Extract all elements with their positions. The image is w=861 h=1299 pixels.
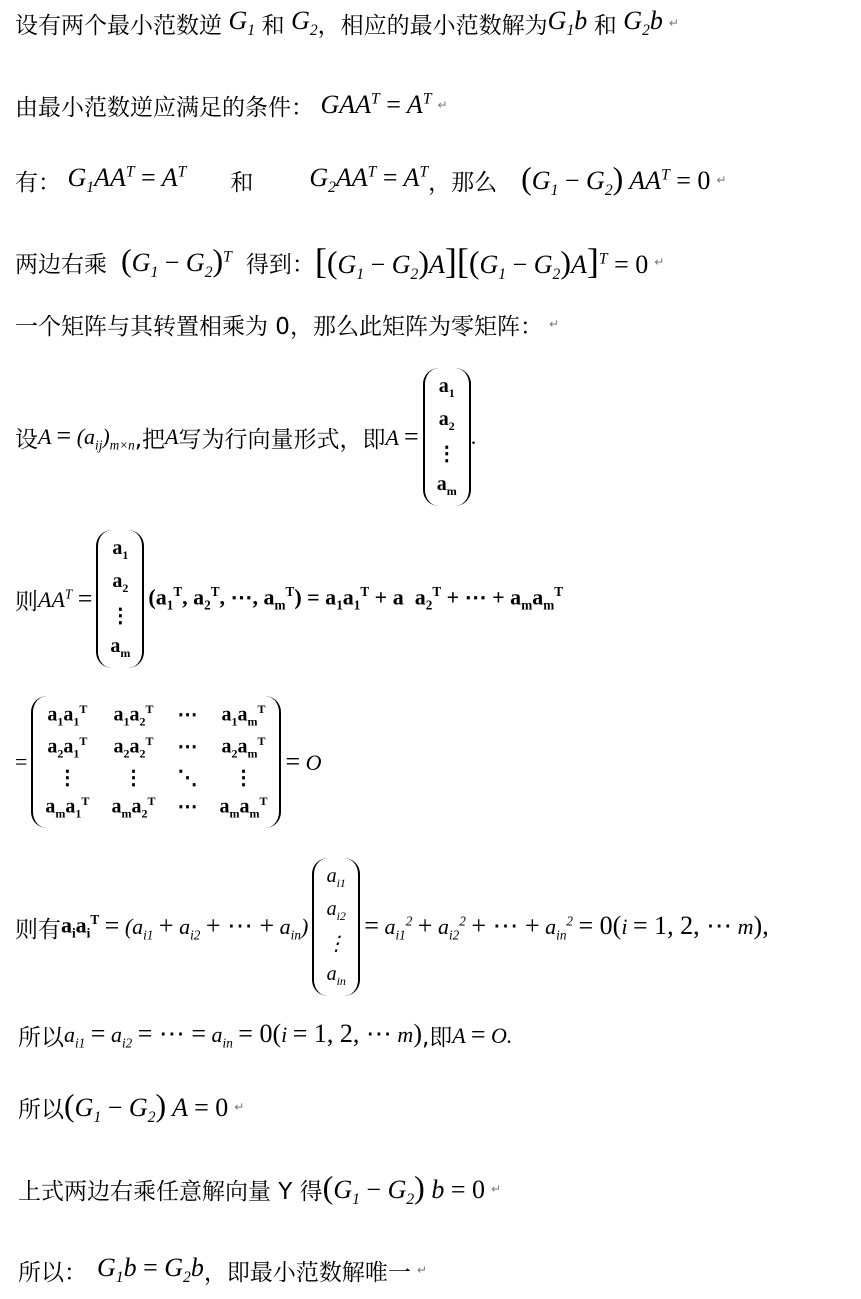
text: 所以：	[18, 1259, 87, 1286]
text: 一个矩阵与其转置相乘为 0，那么此矩阵为零矩阵：	[15, 313, 543, 340]
math: $AA^T$ =	[38, 584, 93, 613]
math: $a_{i1} = a_{i2}$ = ⋯ = $a_{in} = 0(i = 1$, 2, ⋯ m)	[64, 1018, 422, 1051]
text: ,把	[134, 426, 166, 453]
text: ,即	[421, 1024, 453, 1051]
math: $G_1AA^T = A^T$	[61, 162, 187, 197]
paragraph-mark: ↵	[654, 255, 665, 269]
line-5	[15, 306, 559, 342]
line-4	[15, 238, 664, 286]
math: =	[15, 749, 28, 774]
math: $G_2AA^T = A^T$	[309, 162, 429, 197]
math: $G_1b$	[547, 5, 594, 40]
math: $a_ia_i^T$	[61, 912, 100, 941]
math: $(G_1 - G_2) AA^T = 0$	[521, 159, 711, 200]
text: 所以	[18, 1096, 64, 1123]
math: .	[470, 424, 477, 449]
line-3	[15, 160, 726, 200]
math: = ($a_{i1} + a_{i2}$ + ⋯ + $a_{in}$)	[104, 910, 309, 943]
row-vector-column: $a_1$ $a_2$ ⋮ $a_m$	[423, 368, 471, 506]
paragraph-mark: ↵	[416, 1263, 427, 1277]
line-7	[15, 524, 563, 674]
math: A = O.	[452, 1020, 513, 1049]
line-12	[18, 1168, 501, 1210]
math: $G_2$	[284, 5, 318, 40]
text: 设	[15, 426, 38, 453]
paragraph-mark: ↵	[437, 98, 448, 112]
paragraph-mark: ↵	[716, 173, 727, 187]
text: 和	[261, 12, 285, 39]
math: $(G_1 - G_2) b = 0$	[322, 1168, 485, 1209]
math: $(G_1 - G_2) A = 0$	[64, 1086, 229, 1127]
text: 和	[230, 169, 254, 196]
text: 得到：	[245, 251, 315, 278]
line-11	[18, 1086, 244, 1128]
text: ，相应的最小范数解为	[317, 12, 548, 39]
text: 由最小范数逆应满足的条件：	[15, 94, 314, 121]
math: = O	[285, 747, 322, 776]
math: $GAA^T = A^T$	[314, 90, 432, 119]
math: $G_1$	[222, 5, 256, 40]
math: A	[165, 424, 179, 449]
line-6	[15, 362, 476, 512]
text: 则有	[15, 916, 61, 943]
text: 上式两边右乘任意解向量 Y 得	[18, 1178, 323, 1205]
line-8	[15, 686, 322, 838]
text: 两边右乘	[15, 251, 107, 278]
line-1	[15, 4, 679, 42]
paragraph-mark: ↵	[234, 1100, 245, 1114]
line-9	[15, 852, 769, 1002]
math: $A = (a_{ij})_{m\times n}$	[38, 420, 135, 453]
line-13	[18, 1250, 427, 1290]
math: $[(G_1 - G_2)A][(G_1 - G_2)A]^T = 0$	[314, 240, 649, 284]
math: $G_1b = G_2b$	[97, 1252, 204, 1287]
paragraph-mark: ↵	[668, 16, 679, 30]
math: A =	[385, 422, 419, 451]
text: 则	[15, 588, 38, 615]
text: ，即最小范数解唯一	[203, 1259, 411, 1286]
line-2	[15, 86, 448, 124]
line-10	[18, 1016, 512, 1054]
text: 设有两个最小范数逆	[15, 12, 222, 39]
text: 所以	[18, 1024, 64, 1051]
text: 有：	[15, 169, 61, 196]
column-vector: $a_{i1}$ $a_{i2}$ ⋮ $a_{in}$	[312, 858, 360, 996]
math: $(G_1 - G_2)^T$	[121, 241, 232, 282]
paragraph-mark: ↵	[548, 317, 560, 331]
math: $G_2b$	[616, 5, 663, 40]
math: ($a_1^T$, $a_2^T$, ⋯, $a_m^T) = a_1a_1^T + a$ $a_2^T$ + ⋯ + $a_ma_m^T$	[148, 584, 563, 613]
text: 和	[593, 12, 617, 39]
row-vector-column: $a_1$ $a_2$ ⋮ $a_m$	[96, 530, 144, 668]
paragraph-mark: ↵	[490, 1182, 502, 1196]
text: ，那么	[428, 169, 498, 196]
math: = $a_{i1}^2 + a_{i2}^2$ + ⋯ + $a_{in}^2 = 0(i = 1$, 2, ⋯ m),	[364, 910, 769, 943]
text: 写为行向量形式，即	[178, 426, 386, 453]
matrix-aat: $a_1a_1^T$ $a_1a_2^T$ ⋯ $a_1a_m^T$ $a_2a_1^T$ $a_2a_2^T$ ⋯ $a_2a_m^T$ ⋮ ⋮ ⋱ ⋮ $a_ma_1^T$ $a_ma_2^T$ ⋯ $a_ma_m^T$	[31, 696, 281, 828]
